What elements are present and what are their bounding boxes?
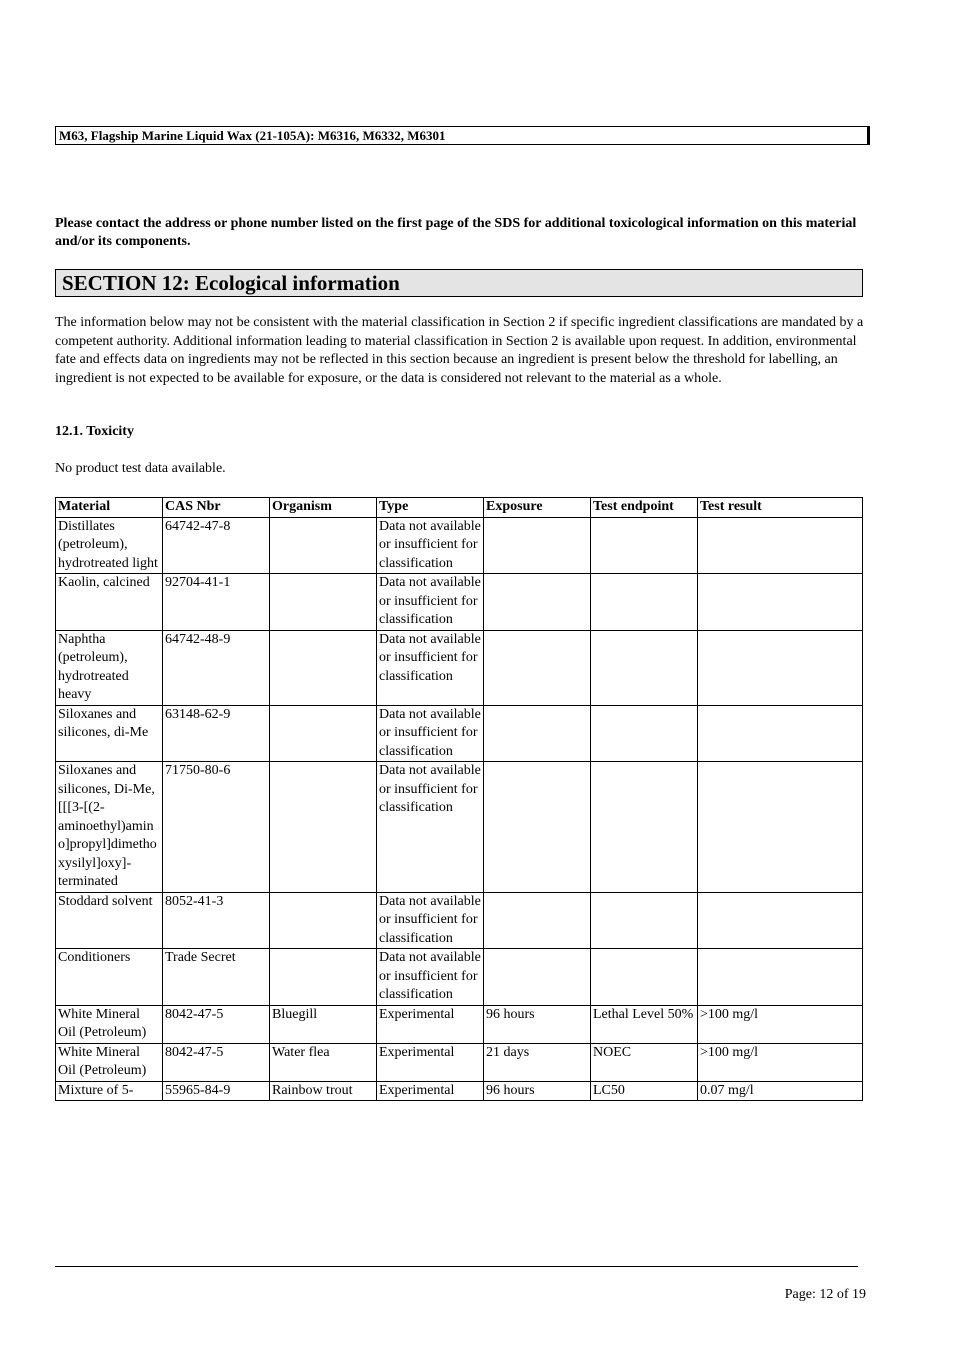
column-header-type: Type <box>377 498 484 518</box>
document-header-title: M63, Flagship Marine Liquid Wax (21-105A): M6316, M6332, M6301 <box>55 126 870 145</box>
cell-cas: 71750-80-6 <box>163 762 270 893</box>
cell-result: >100 mg/l <box>698 1005 863 1043</box>
cell-type: Experimental <box>377 1081 484 1101</box>
table-row <box>56 574 863 631</box>
cell-organism <box>270 574 377 631</box>
toxicity-table <box>55 497 863 1101</box>
cell-type: Data not available or insufficient for classification <box>377 949 484 1006</box>
cell-endpoint: LC50 <box>591 1081 698 1101</box>
cell-cas: 55965-84-9 <box>163 1081 270 1101</box>
contact-note: Please contact the address or phone number listed on the first page of the SDS for additional toxicological information on this material and/or its components. <box>55 216 857 249</box>
cell-cas: 64742-48-9 <box>163 630 270 705</box>
cell-material: White Mineral Oil (Petroleum) <box>56 1005 163 1043</box>
column-header-material: Material <box>56 498 163 518</box>
table-row <box>56 517 863 574</box>
cell-material: Kaolin, calcined <box>56 574 163 631</box>
cell-result <box>698 705 863 762</box>
table-row <box>56 762 863 893</box>
cell-result <box>698 574 863 631</box>
cell-organism <box>270 892 377 949</box>
table-row <box>56 705 863 762</box>
table-row <box>56 892 863 949</box>
cell-type: Experimental <box>377 1043 484 1081</box>
cell-endpoint <box>591 762 698 893</box>
column-header-exposure: Exposure <box>484 498 591 518</box>
page-number: Page: 12 of 19 <box>784 1287 866 1302</box>
section-intro-paragraph: The information below may not be consistent with the material classification in Section 2 if specific ingredient classifications are mandated by a competent authority. Additional information leading to material classification in Section 2 is available upon request. In addition, environmental fate and effects data on ingredients may not be reflected in this section because an ingredient is present below the threshold for labelling, an ingredient is not expected to be available for exposure, or the data is considered not relevant to the material as a whole. <box>55 315 864 386</box>
cell-exposure <box>484 574 591 631</box>
table-row <box>56 1043 863 1081</box>
cell-result <box>698 949 863 1006</box>
cell-cas: 8042-47-5 <box>163 1005 270 1043</box>
cell-cas: 63148-62-9 <box>163 705 270 762</box>
cell-endpoint <box>591 574 698 631</box>
footer-divider <box>55 1266 858 1267</box>
no-data-note: No product test data available. <box>55 461 226 476</box>
cell-organism: Rainbow trout <box>270 1081 377 1101</box>
cell-endpoint <box>591 630 698 705</box>
cell-cas: 8052-41-3 <box>163 892 270 949</box>
cell-material: Distillates (petroleum), hydrotreated light <box>56 517 163 574</box>
cell-type: Data not available or insufficient for classification <box>377 892 484 949</box>
table-row <box>56 1081 863 1101</box>
cell-result <box>698 762 863 893</box>
cell-material: Naphtha (petroleum), hydrotreated heavy <box>56 630 163 705</box>
column-header-organism: Organism <box>270 498 377 518</box>
cell-endpoint <box>591 517 698 574</box>
cell-organism <box>270 630 377 705</box>
cell-endpoint <box>591 949 698 1006</box>
cell-material: Siloxanes and silicones, di-Me <box>56 705 163 762</box>
cell-exposure: 96 hours <box>484 1081 591 1101</box>
cell-type: Data not available or insufficient for classification <box>377 517 484 574</box>
cell-type: Data not available or insufficient for classification <box>377 574 484 631</box>
cell-type: Experimental <box>377 1005 484 1043</box>
cell-result <box>698 630 863 705</box>
cell-cas: 8042-47-5 <box>163 1043 270 1081</box>
cell-exposure <box>484 949 591 1006</box>
cell-exposure <box>484 630 591 705</box>
cell-exposure <box>484 892 591 949</box>
cell-exposure <box>484 705 591 762</box>
cell-endpoint <box>591 705 698 762</box>
cell-material: Conditioners <box>56 949 163 1006</box>
cell-material: Siloxanes and silicones, Di-Me, [[[3-[(2-aminoethyl)amino]propyl]dimethoxysilyl]oxy]-terminated <box>56 762 163 893</box>
cell-organism <box>270 762 377 893</box>
column-header-result: Test result <box>698 498 863 518</box>
cell-endpoint <box>591 892 698 949</box>
cell-cas: 92704-41-1 <box>163 574 270 631</box>
cell-organism <box>270 517 377 574</box>
cell-material: Mixture of 5- <box>56 1081 163 1101</box>
cell-exposure <box>484 517 591 574</box>
section-title: SECTION 12: Ecological information <box>55 269 863 297</box>
cell-result <box>698 892 863 949</box>
cell-type: Data not available or insufficient for classification <box>377 630 484 705</box>
cell-organism: Water flea <box>270 1043 377 1081</box>
cell-result <box>698 517 863 574</box>
cell-result: 0.07 mg/l <box>698 1081 863 1101</box>
cell-cas: Trade Secret <box>163 949 270 1006</box>
column-header-cas: CAS Nbr <box>163 498 270 518</box>
subsection-title: 12.1. Toxicity <box>55 424 134 439</box>
cell-organism <box>270 705 377 762</box>
table-row <box>56 1005 863 1043</box>
cell-type: Data not available or insufficient for classification <box>377 762 484 893</box>
cell-endpoint: NOEC <box>591 1043 698 1081</box>
cell-organism <box>270 949 377 1006</box>
cell-cas: 64742-47-8 <box>163 517 270 574</box>
cell-exposure <box>484 762 591 893</box>
cell-organism: Bluegill <box>270 1005 377 1043</box>
cell-material: White Mineral Oil (Petroleum) <box>56 1043 163 1081</box>
column-header-endpoint: Test endpoint <box>591 498 698 518</box>
table-header-row <box>56 498 863 518</box>
cell-result: >100 mg/l <box>698 1043 863 1081</box>
cell-type: Data not available or insufficient for classification <box>377 705 484 762</box>
table-row <box>56 630 863 705</box>
cell-material: Stoddard solvent <box>56 892 163 949</box>
cell-exposure: 96 hours <box>484 1005 591 1043</box>
cell-exposure: 21 days <box>484 1043 591 1081</box>
cell-endpoint: Lethal Level 50% <box>591 1005 698 1043</box>
table-row <box>56 949 863 1006</box>
